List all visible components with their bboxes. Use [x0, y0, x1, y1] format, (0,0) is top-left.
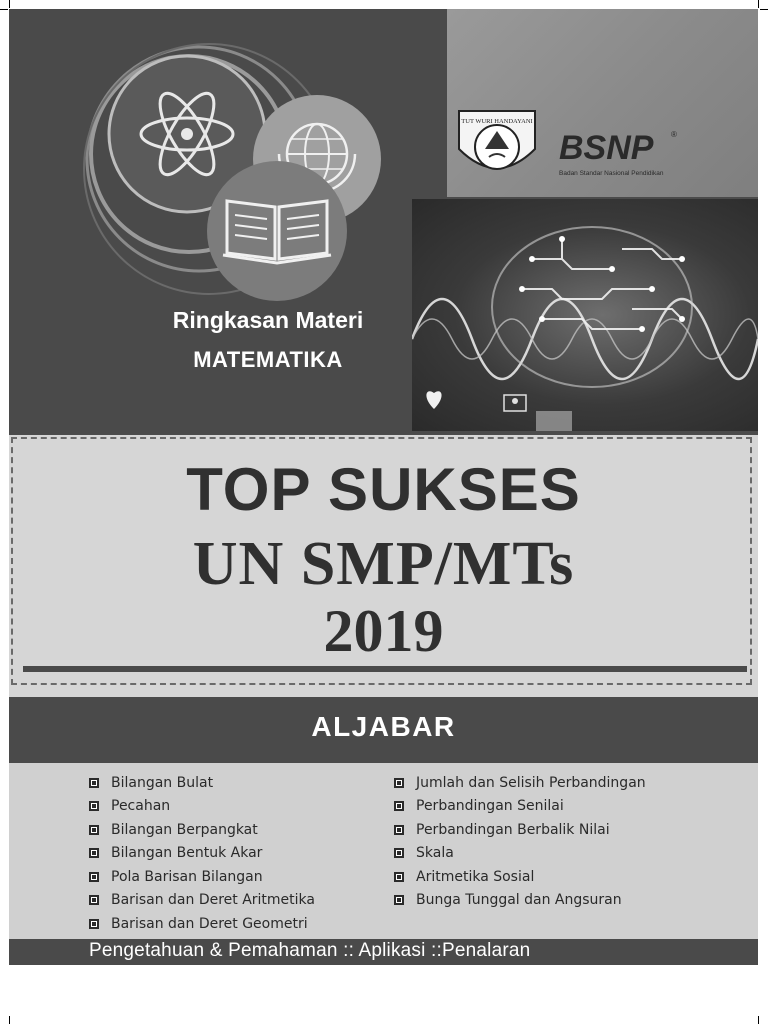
svg-text:®: ®: [671, 130, 677, 139]
topic-label: Bilangan Berpangkat: [111, 821, 258, 838]
crop-mark: [760, 9, 768, 10]
checkbox-bullet-icon: [394, 801, 404, 811]
checkbox-bullet-icon: [394, 825, 404, 835]
svg-text:Badan Standar Nasional Pendidi: Badan Standar Nasional Pendidikan: [559, 170, 664, 177]
list-item: [89, 889, 315, 913]
topic-label: Barisan dan Deret Aritmetika: [111, 892, 315, 909]
checkbox-bullet-icon: [394, 872, 404, 882]
main-title: TOP SUKSES: [186, 456, 581, 523]
checkbox-bullet-icon: [394, 895, 404, 905]
list-item: [89, 912, 315, 936]
topic-list-left: [89, 771, 315, 936]
section-band: [9, 697, 758, 763]
brain-circuit-image: [412, 199, 758, 431]
person-icon: [504, 395, 526, 411]
footer-text: Pengetahuan & Pemahaman :: Aplikasi ::Penalaran: [89, 940, 531, 961]
checkbox-bullet-icon: [89, 872, 99, 882]
list-item: [89, 818, 315, 842]
crop-mark: [758, 1016, 759, 1024]
heart-icon: [426, 391, 441, 409]
topic-label: Skala: [416, 845, 454, 862]
topic-label: Bilangan Bentuk Akar: [111, 845, 263, 862]
crop-mark: [758, 0, 759, 8]
list-item: [89, 795, 315, 819]
checkbox-bullet-icon: [89, 825, 99, 835]
book-cover: [9, 9, 758, 965]
title-panel: [9, 435, 758, 697]
list-item: [394, 865, 646, 889]
topics-panel: [9, 763, 758, 939]
checkbox-bullet-icon: [394, 848, 404, 858]
title-divider: [23, 666, 747, 672]
list-item: [394, 771, 646, 795]
cover-subtitle-line2: MATEMATIKA: [193, 347, 343, 372]
footer-band: [9, 939, 758, 965]
topic-label: Bunga Tunggal dan Angsuran: [416, 892, 622, 909]
checkbox-bullet-icon: [89, 895, 99, 905]
cover-top-right-panel: [447, 9, 758, 197]
tut-wuri-handayani-emblem: [459, 111, 535, 169]
list-item: [89, 771, 315, 795]
exam-title: UN SMP/MTs: [192, 530, 575, 598]
topic-label: Pecahan: [111, 798, 171, 815]
list-item: [89, 865, 315, 889]
topic-label: Barisan dan Deret Geometri: [111, 915, 308, 932]
open-book-icon: [207, 161, 347, 301]
checkbox-bullet-icon: [89, 778, 99, 788]
list-item: [89, 842, 315, 866]
topic-label: Bilangan Bulat: [111, 774, 214, 791]
svg-text:BSNP: BSNP: [559, 129, 654, 167]
crop-mark: [9, 1016, 10, 1024]
checkbox-bullet-icon: [89, 919, 99, 929]
list-item: [394, 795, 646, 819]
topic-label: Perbandingan Berbalik Nilai: [416, 821, 610, 838]
section-title: ALJABAR: [311, 711, 456, 742]
svg-text:TUT WURI HANDAYANI: TUT WURI HANDAYANI: [461, 118, 533, 125]
subject-icons-illustration: [9, 9, 447, 309]
checkbox-bullet-icon: [89, 848, 99, 858]
year-title: 2019: [323, 598, 444, 664]
crop-mark: [9, 0, 10, 8]
topic-label: Pola Barisan Bilangan: [111, 868, 263, 885]
topic-label: Perbandingan Senilai: [416, 798, 564, 815]
list-item: [394, 818, 646, 842]
list-item: [394, 842, 646, 866]
institution-logos: [447, 9, 758, 197]
crop-mark: [0, 9, 8, 10]
topic-list-right: [394, 771, 646, 912]
list-item: [394, 889, 646, 913]
bsnp-logo: [559, 129, 677, 177]
topic-label: Jumlah dan Selisih Perbandingan: [416, 774, 646, 791]
cover-top-left-panel: [9, 9, 447, 434]
checkbox-bullet-icon: [89, 801, 99, 811]
topic-label: Aritmetika Sosial: [416, 868, 535, 885]
checkbox-bullet-icon: [394, 778, 404, 788]
cover-subtitle-line1: Ringkasan Materi: [172, 307, 364, 333]
